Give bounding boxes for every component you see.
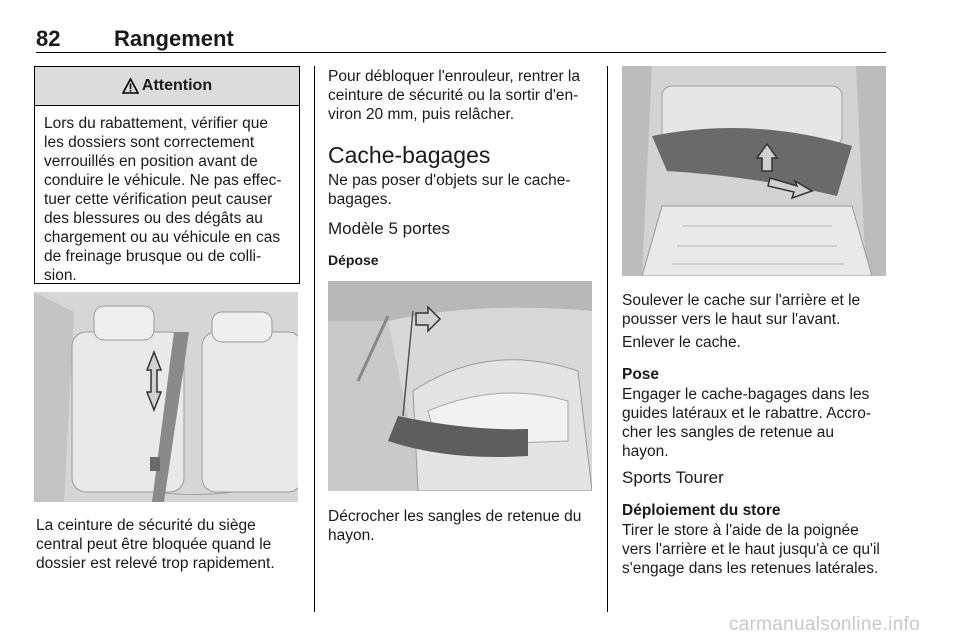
- attention-line: chargement ou au véhicule en cas: [44, 229, 281, 246]
- attention-line: conduire le véhicule. Ne pas effec-: [44, 172, 282, 189]
- column-divider-1: [314, 66, 315, 612]
- attention-box: [34, 66, 300, 284]
- page-header: [36, 26, 886, 50]
- attention-line: de freinage brusque ou de colli-: [44, 248, 262, 265]
- retractor-instructions: Pour débloquer l'enrouleur, rentrer la ceinture de sécurité ou la sortir d'en- viron 20 mm, puis relâcher.: [328, 68, 580, 123]
- step-heading: Dépose: [328, 252, 379, 268]
- header-divider: [36, 52, 886, 53]
- attention-line: Lors du rabattement, vérifier que: [44, 115, 269, 132]
- watermark: carmanualsonline.info: [728, 614, 920, 635]
- attention-line: sion.: [44, 267, 77, 284]
- attention-title: Attention: [141, 77, 213, 94]
- column-divider-2: [607, 66, 608, 612]
- attention-line: tuer cette vérification peut causer: [44, 191, 273, 208]
- attention-line: les dossiers sont correctement: [44, 134, 255, 151]
- pose-instructions: Engager le cache-bagages dans les guides latéraux et le rabattre. Accro- cher les sangles de retenue au hayon.: [622, 386, 871, 460]
- pose-heading: Pose: [622, 366, 660, 383]
- remove-cover-instruction: Enlever le cache.: [622, 334, 741, 351]
- warning-triangle-icon: [122, 78, 139, 94]
- attention-line: verrouillés en position avant de: [44, 153, 258, 170]
- seat-belt-caption: La ceinture de sécurité du siège central peut être bloquée quand le dossier est relevé trop rapidement.: [36, 517, 275, 572]
- cargo-cover-illustration: [622, 66, 886, 276]
- page-title: Rangement: [114, 26, 234, 51]
- section-intro: Ne pas poser d'objets sur le cache- bagages.: [328, 172, 571, 208]
- seat-belt-illustration: [34, 292, 298, 502]
- tailgate-strap-illustration: [328, 281, 592, 491]
- attention-text: [35, 106, 299, 285]
- attention-line: des blessures ou des dégâts au: [44, 210, 263, 227]
- sports-tourer-heading: Sports Tourer: [622, 468, 724, 487]
- subsection-heading: Modèle 5 portes: [328, 219, 450, 238]
- deploy-heading: Déploiement du store: [622, 502, 781, 519]
- lift-cover-instructions: Soulever le cache sur l'arrière et le pousser vers le haut sur l'avant.: [622, 292, 861, 328]
- page-number: 82: [36, 26, 61, 51]
- deploy-instructions: Tirer le store à l'aide de la poignée vers l'arrière et le haut jusqu'à ce qu'il s'engage dans les retenues latérales.: [622, 522, 880, 577]
- tailgate-caption: Décrocher les sangles de retenue du hayon.: [328, 508, 582, 544]
- section-heading: Cache-bagages: [328, 142, 491, 168]
- attention-header: [35, 67, 299, 106]
